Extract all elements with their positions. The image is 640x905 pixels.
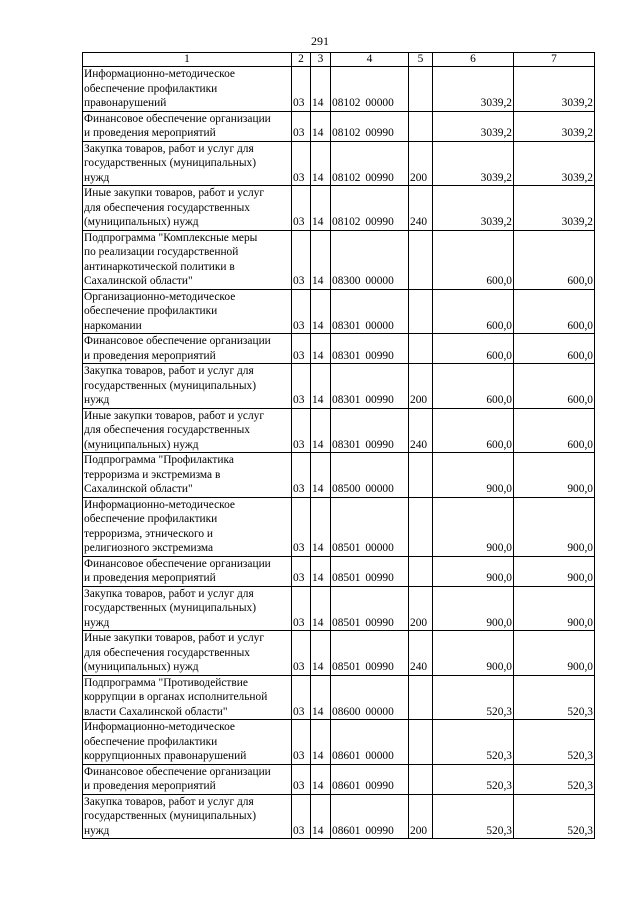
row-amount-1: 3039,2 (433, 67, 514, 112)
row-target-article-code: 08301 00000 (331, 289, 409, 334)
row-amount-2: 520,3 (514, 764, 595, 794)
row-target-article-code: 08600 00000 (331, 675, 409, 720)
row-target-article-code: 08301 00990 (331, 408, 409, 453)
row-expense-type-code: 200 (409, 141, 433, 186)
table-row (83, 497, 595, 556)
table-row (83, 186, 595, 231)
row-amount-1: 600,0 (433, 230, 514, 289)
row-amount-2: 3039,2 (514, 111, 595, 141)
table-row (83, 67, 595, 112)
row-expense-type-code (409, 556, 433, 586)
row-amount-2: 600,0 (514, 408, 595, 453)
row-subsection-code: 14 (311, 186, 331, 231)
row-amount-1: 3039,2 (433, 186, 514, 231)
row-name: Иные закупки товаров, работ и услуг для обеспечения государственных (муниципальных) нужд (83, 408, 292, 453)
column-header: 5 (409, 53, 433, 67)
column-header: 6 (433, 53, 514, 67)
row-expense-type-code: 240 (409, 186, 433, 231)
row-amount-2: 520,3 (514, 794, 595, 839)
row-expense-type-code: 200 (409, 794, 433, 839)
row-section-code: 03 (292, 586, 311, 631)
row-name: Подпрограмма "Комплексные меры по реализации государственной антинаркотической политики в Сахалинской области" (83, 230, 292, 289)
row-target-article-code: 08501 00990 (331, 631, 409, 676)
row-amount-2: 600,0 (514, 334, 595, 364)
row-subsection-code: 14 (311, 141, 331, 186)
row-target-article-code: 08102 00000 (331, 67, 409, 112)
row-name: Финансовое обеспечение организации и проведения мероприятий (83, 334, 292, 364)
row-amount-1: 900,0 (433, 453, 514, 498)
row-subsection-code: 14 (311, 111, 331, 141)
row-name: Информационно-методическое обеспечение профилактики правонарушений (83, 67, 292, 112)
row-expense-type-code (409, 720, 433, 765)
row-amount-1: 900,0 (433, 497, 514, 556)
row-subsection-code: 14 (311, 289, 331, 334)
table-row (83, 764, 595, 794)
row-subsection-code: 14 (311, 497, 331, 556)
row-amount-1: 600,0 (433, 334, 514, 364)
table-row (83, 586, 595, 631)
row-name: Финансовое обеспечение организации и проведения мероприятий (83, 764, 292, 794)
row-amount-2: 600,0 (514, 230, 595, 289)
row-amount-2: 900,0 (514, 586, 595, 631)
row-expense-type-code (409, 453, 433, 498)
page-number: 291 (311, 34, 329, 48)
row-amount-2: 600,0 (514, 289, 595, 334)
row-subsection-code: 14 (311, 408, 331, 453)
table-row (83, 631, 595, 676)
row-amount-2: 900,0 (514, 631, 595, 676)
row-amount-1: 3039,2 (433, 141, 514, 186)
row-amount-2: 520,3 (514, 675, 595, 720)
row-expense-type-code: 240 (409, 631, 433, 676)
row-subsection-code: 14 (311, 675, 331, 720)
row-amount-2: 3039,2 (514, 141, 595, 186)
row-section-code: 03 (292, 497, 311, 556)
table-row (83, 794, 595, 839)
row-amount-1: 600,0 (433, 408, 514, 453)
row-subsection-code: 14 (311, 453, 331, 498)
row-amount-1: 600,0 (433, 289, 514, 334)
row-name: Подпрограмма "Профилактика терроризма и экстремизма в Сахалинской области" (83, 453, 292, 498)
column-header: 4 (331, 53, 409, 67)
row-subsection-code: 14 (311, 631, 331, 676)
row-section-code: 03 (292, 289, 311, 334)
row-expense-type-code: 200 (409, 586, 433, 631)
row-name: Закупка товаров, работ и услуг для государственных (муниципальных) нужд (83, 794, 292, 839)
row-section-code: 03 (292, 408, 311, 453)
row-target-article-code: 08601 00990 (331, 794, 409, 839)
row-amount-2: 900,0 (514, 556, 595, 586)
table-row (83, 556, 595, 586)
table-row (83, 289, 595, 334)
row-amount-1: 520,3 (433, 720, 514, 765)
row-amount-2: 3039,2 (514, 186, 595, 231)
row-amount-1: 900,0 (433, 586, 514, 631)
row-section-code: 03 (292, 230, 311, 289)
row-section-code: 03 (292, 141, 311, 186)
table-row (83, 334, 595, 364)
row-subsection-code: 14 (311, 720, 331, 765)
row-amount-2: 600,0 (514, 364, 595, 409)
table-body (83, 67, 595, 839)
row-target-article-code: 08102 00990 (331, 186, 409, 231)
row-name: Информационно-методическое обеспечение профилактики коррупционных правонарушений (83, 720, 292, 765)
row-name: Финансовое обеспечение организации и проведения мероприятий (83, 111, 292, 141)
row-section-code: 03 (292, 364, 311, 409)
budget-table (82, 52, 595, 839)
row-target-article-code: 08102 00990 (331, 111, 409, 141)
row-section-code: 03 (292, 794, 311, 839)
row-amount-2: 3039,2 (514, 67, 595, 112)
row-expense-type-code (409, 334, 433, 364)
row-name: Иные закупки товаров, работ и услуг для обеспечения государственных (муниципальных) нужд (83, 631, 292, 676)
row-name: Иные закупки товаров, работ и услуг для обеспечения государственных (муниципальных) нужд (83, 186, 292, 231)
row-expense-type-code (409, 764, 433, 794)
table-row (83, 364, 595, 409)
row-expense-type-code (409, 67, 433, 112)
row-name: Закупка товаров, работ и услуг для государственных (муниципальных) нужд (83, 364, 292, 409)
row-amount-1: 3039,2 (433, 111, 514, 141)
row-section-code: 03 (292, 720, 311, 765)
table-row (83, 675, 595, 720)
column-header: 2 (292, 53, 311, 67)
row-target-article-code: 08501 00990 (331, 586, 409, 631)
table-row (83, 453, 595, 498)
table-row (83, 141, 595, 186)
row-target-article-code: 08301 00990 (331, 364, 409, 409)
row-amount-1: 520,3 (433, 675, 514, 720)
row-subsection-code: 14 (311, 364, 331, 409)
row-section-code: 03 (292, 186, 311, 231)
row-target-article-code: 08601 00000 (331, 720, 409, 765)
row-section-code: 03 (292, 67, 311, 112)
row-name: Закупка товаров, работ и услуг для государственных (муниципальных) нужд (83, 141, 292, 186)
row-section-code: 03 (292, 556, 311, 586)
row-subsection-code: 14 (311, 586, 331, 631)
row-expense-type-code (409, 675, 433, 720)
row-amount-1: 900,0 (433, 556, 514, 586)
row-target-article-code: 08500 00000 (331, 453, 409, 498)
row-subsection-code: 14 (311, 764, 331, 794)
row-amount-1: 900,0 (433, 631, 514, 676)
row-section-code: 03 (292, 334, 311, 364)
row-expense-type-code: 240 (409, 408, 433, 453)
row-expense-type-code (409, 111, 433, 141)
table-header-row (83, 53, 595, 67)
row-amount-2: 520,3 (514, 720, 595, 765)
row-amount-1: 520,3 (433, 794, 514, 839)
table-row (83, 230, 595, 289)
table-row (83, 720, 595, 765)
row-section-code: 03 (292, 764, 311, 794)
row-subsection-code: 14 (311, 230, 331, 289)
row-target-article-code: 08300 00000 (331, 230, 409, 289)
row-subsection-code: 14 (311, 334, 331, 364)
row-section-code: 03 (292, 453, 311, 498)
row-target-article-code: 08501 00000 (331, 497, 409, 556)
row-name: Финансовое обеспечение организации и проведения мероприятий (83, 556, 292, 586)
row-amount-2: 900,0 (514, 453, 595, 498)
row-name: Подпрограмма "Противодействие коррупции в органах исполнительной власти Сахалинской области" (83, 675, 292, 720)
row-section-code: 03 (292, 111, 311, 141)
row-amount-2: 900,0 (514, 497, 595, 556)
row-expense-type-code (409, 230, 433, 289)
row-target-article-code: 08301 00990 (331, 334, 409, 364)
row-subsection-code: 14 (311, 556, 331, 586)
row-name: Информационно-методическое обеспечение профилактики терроризма, этнического и религиозного экстремизма (83, 497, 292, 556)
row-expense-type-code (409, 497, 433, 556)
row-name: Закупка товаров, работ и услуг для государственных (муниципальных) нужд (83, 586, 292, 631)
row-section-code: 03 (292, 675, 311, 720)
row-target-article-code: 08102 00990 (331, 141, 409, 186)
table-row (83, 111, 595, 141)
row-subsection-code: 14 (311, 67, 331, 112)
column-header: 3 (311, 53, 331, 67)
row-target-article-code: 08601 00990 (331, 764, 409, 794)
table-row (83, 408, 595, 453)
row-expense-type-code (409, 289, 433, 334)
column-header: 1 (83, 53, 292, 67)
row-name: Организационно-методическое обеспечение профилактики наркомании (83, 289, 292, 334)
row-target-article-code: 08501 00990 (331, 556, 409, 586)
row-amount-1: 520,3 (433, 764, 514, 794)
row-expense-type-code: 200 (409, 364, 433, 409)
row-section-code: 03 (292, 631, 311, 676)
row-subsection-code: 14 (311, 794, 331, 839)
column-header: 7 (514, 53, 595, 67)
row-amount-1: 600,0 (433, 364, 514, 409)
